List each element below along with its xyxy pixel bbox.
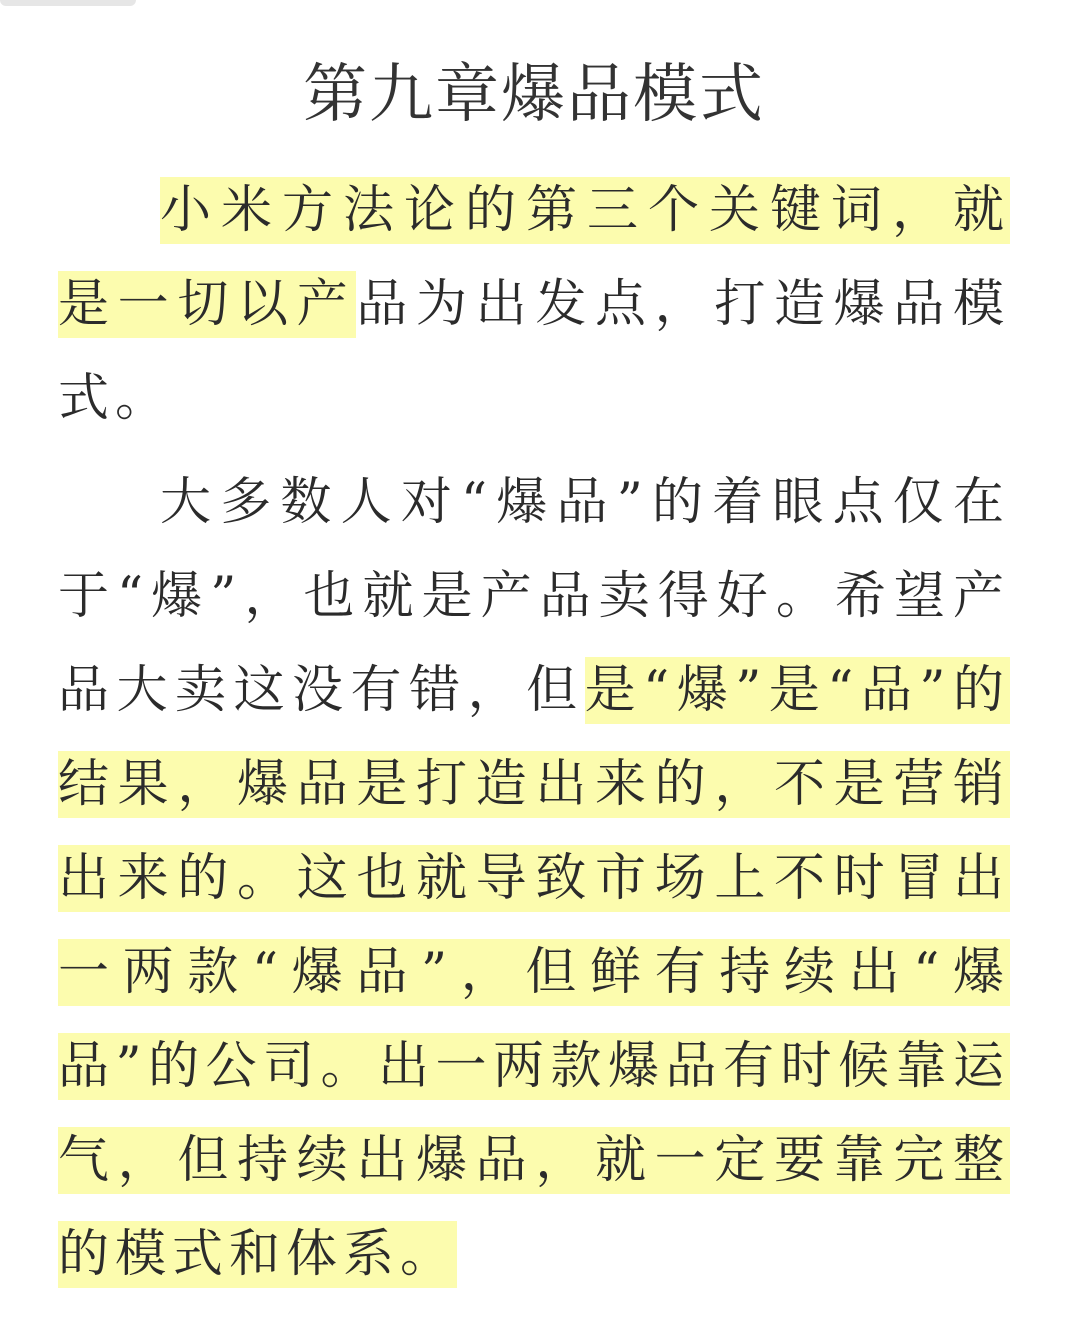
paragraph-1 <box>58 164 1010 446</box>
paragraph-2 <box>58 456 1010 1302</box>
body-text: 大多数人对“爆品”的着眼点仅在于“爆”，也就是产品卖得好。希望产品大卖这没有错，但 <box>58 473 1010 720</box>
highlighted-text[interactable]: 小米方法论的第三个关键词，就是一切以产 <box>58 177 1010 338</box>
reader-page <box>58 50 1010 1302</box>
scroll-indicator <box>0 0 136 6</box>
chapter-title: 第九章爆品模式 <box>303 58 765 132</box>
body-text: 品为出发点，打造爆品模式。 <box>58 275 1010 428</box>
highlighted-text[interactable]: 是“爆”是“品”的结果，爆品是打造出来的，不是营销出来的。这也就导致市场上不时冒出一两款“爆品”，但鲜有持续出“爆品”的公司。出一两款爆品有时候靠运气，但持续出爆品，就一定要靠完整的模式和体系。 <box>58 657 1010 1288</box>
